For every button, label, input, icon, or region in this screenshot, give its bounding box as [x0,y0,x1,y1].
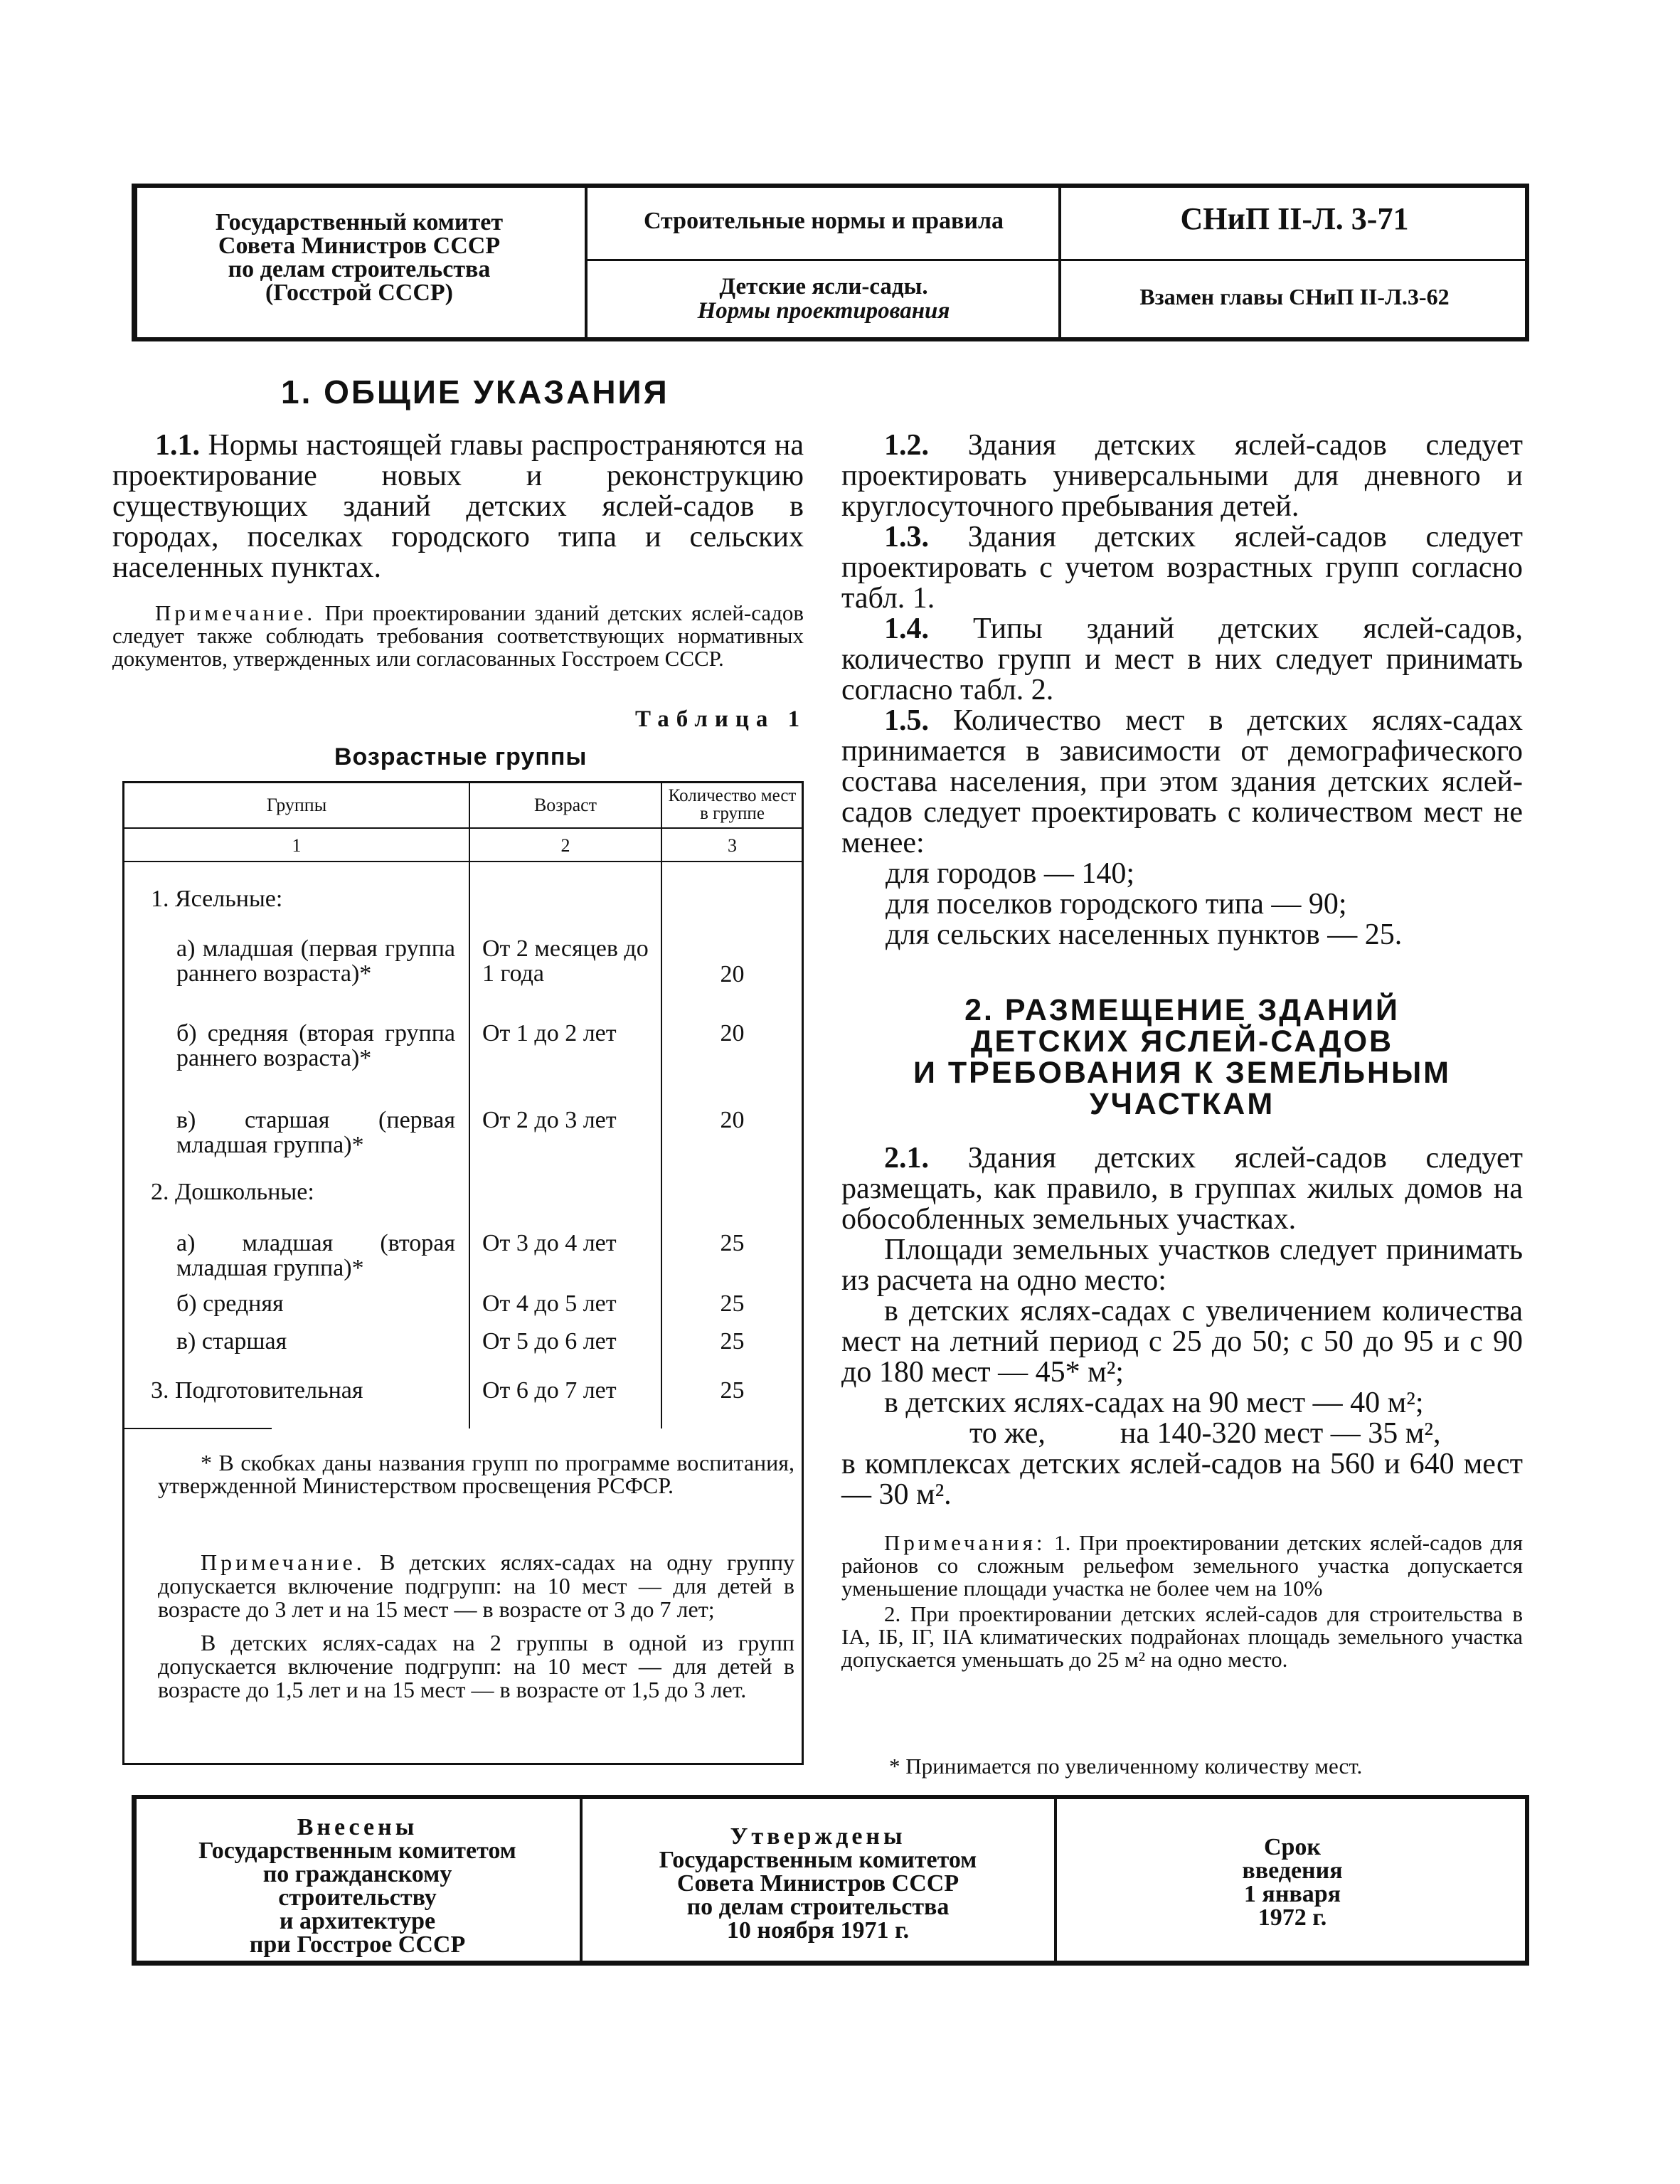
clause-number: 1.4. [884,613,929,645]
table-col-number: 1 [292,835,302,856]
table-row-group: 1. Ясельные: [151,886,283,912]
header-divider-2 [1058,188,1061,337]
right-column-section-2 [841,1143,1523,1510]
table-row-count: 20 [720,1107,745,1133]
approved-line: 10 ноября 1971 г. [726,1917,910,1944]
note-label: Примечание. [155,600,317,625]
clause-text: Количество мест в детских яслях-садах принимается в зависимости от демографического состава населения, при этом здания детских яслей-садов следует проектировать с количеством мест не менее: [841,704,1523,859]
header-row-divider [588,259,1525,261]
notes-label: Примечания: [884,1530,1046,1555]
clause-text: Нормы настоящей главы распространяются на проектирование новых и реконструкцию существующих зданий детских яслей-садов в городах, поселках городского типа и сельских населенных пунктах. [112,429,804,584]
table-right-rule [802,781,804,1764]
section-1-note [112,602,804,670]
effective-line: Срок [1263,1834,1322,1860]
table-row-count: 20 [720,1020,745,1046]
introduced-by [139,1815,576,1956]
section-2-heading-line: ДЕТСКИХ ЯСЛЕЙ-САДОВ [970,1024,1394,1059]
table-footnote [158,1451,794,1497]
list-item: для городов — 140; [886,857,1134,890]
table-header-age: Возраст [533,795,597,815]
table-note [158,1551,794,1702]
replaces-note: Взамен главы СНиП II-Л.3-62 [1139,284,1450,309]
introduced-line: и архитектуре [279,1908,436,1934]
table-bottom-rule [122,1763,804,1765]
introduced-line: Внесены [297,1814,418,1840]
table-col-number: 3 [728,835,737,856]
section-2-heading-line: 2. РАЗМЕЩЕНИЕ ЗДАНИЙ [964,993,1400,1027]
document-title-line: Нормы проектирования [697,298,950,324]
table-row-count: 25 [720,1328,745,1355]
introduced-line: Государственным комитетом [198,1838,516,1864]
list-item: для поселков городского типа — 90; [886,888,1347,921]
issuer-line: (Госстрой СССР) [265,280,453,306]
table-header-count: Количество мест в группе [668,786,797,823]
table-row-group: б) средняя (вторая группа раннего возраста)* [176,1020,455,1071]
table-title: Возрастные группы [334,743,588,770]
approved-line: Утверждены [730,1823,906,1850]
section-2-heading-line: УЧАСТКАМ [1089,1087,1275,1121]
document-code: СНиП II-Л. 3-71 [1180,201,1409,236]
note-text: В детских яслях-садах на 2 группы в одной из групп допускается включение подгрупп: на 10 мест — для детей в возрасте до 1,5 лет и на 15 мест — в возрасте от 1,5 до 3 лет. [158,1630,794,1702]
section-2-notes [841,1532,1523,1671]
note-label: Примечание. [201,1549,366,1575]
clause-text: Здания детских яслей-садов следует проектировать с учетом возрастных групп согласно табл. 1. [841,521,1523,615]
table-row-count: 20 [720,961,745,987]
clause-number: 1.2. [884,429,929,462]
approved-by [585,1825,1051,1942]
approved-line: Государственным комитетом [659,1847,977,1873]
note-text: При проектировании зданий детских яслей-садов следует также соблюдать требования соответствующих нормативных документов, утвержденных или согласованных Госстроем СССР. [112,600,804,671]
clause-text: Здания детских яслей-садов следует размещать, как правило, в группах жилых домов на обособленных земельных участках. [841,1142,1523,1236]
introduced-line: по гражданскому [262,1861,452,1887]
section-1-heading: 1. ОБЩИЕ УКАЗАНИЯ [281,373,669,410]
footer-divider-2 [1054,1799,1057,1961]
right-column-section-1 [841,430,1523,950]
note-text: В детских яслях-садах на одну группу допускается включение подгрупп: на 10 мест — для детей в возрасте до 3 лет и на 15 мест — в возрасте от 3 до 7 лет; [158,1549,794,1622]
table-row-count: 25 [720,1290,745,1317]
right-footnote: * Принимается по увеличенному количеству мест. [889,1754,1363,1779]
table-row-group: а) младшая (первая группа раннего возраста)* [176,935,455,987]
clause-text: в детских яслях-садах с увеличением количества мест на летний период с 25 до 50; с 50 до 95 и с 90 до 180 мест — 45* м²; [841,1295,1523,1389]
table-header-rule [122,827,804,829]
clause-number: 1.1. [155,429,200,462]
effective-date [1060,1835,1525,1929]
clause-text: в детских яслях-садах на 90 мест — 40 м²; [884,1387,1424,1419]
clause-number: 2.1. [884,1142,929,1175]
clause-number: 1.5. [884,704,929,737]
paragraph-1-1 [112,430,804,583]
effective-line: 1972 г. [1258,1904,1327,1931]
effective-line: 1 января [1243,1881,1341,1907]
table-header-groups: Группы [266,795,327,815]
introduced-line: строительству [278,1885,437,1911]
issuer [142,211,576,304]
document-title-line: Детские ясли-сады. [719,274,928,299]
table-col-divider-2 [661,781,662,1428]
table-footnote-text: * В скобках даны названия групп по программе воспитания, утвержденной Министерством просвещения РСФСР. [158,1450,794,1498]
list-item: для сельских населенных пунктов — 25. [886,918,1403,951]
table-left-rule [122,781,124,1764]
clause-text: в комплексах детских яслей-садов на 560 и 640 мест — 30 м². [841,1448,1523,1511]
table-row-group: в) старшая [176,1328,287,1355]
section-2-heading-line: И ТРЕБОВАНИЯ К ЗЕМЕЛЬНЫМ [913,1056,1451,1090]
introduced-line: при Госстрое СССР [249,1931,466,1958]
table-row-count: 25 [720,1230,745,1256]
table-row-group: б) средняя [176,1290,284,1317]
table-col-divider-1 [469,781,470,1428]
table-row-age: От 5 до 6 лет [482,1328,617,1355]
note-text: 1. При проектировании детских яслей-садов для районов со сложным рельефом земельного участка допускается уменьшение площади участка не более чем на 10% [841,1530,1524,1601]
table-row-group: а) младшая (вторая младшая группа)* [176,1230,455,1281]
clause-text: Типы зданий детских яслей-садов, количество групп и мест в них следует принимать согласно табл. 2. [841,613,1524,706]
table-row-age: От 2 до 3 лет [482,1107,617,1133]
note-text: 2. При проектировании детских яслей-садов для строительства в IA, IБ, IГ, IIA климатических подрайонах площадь земельного участка допускается уменьшать до 25 м² на одно место. [841,1601,1523,1672]
issuer-line: Государственный комитет [215,209,504,235]
document-title [590,275,1057,323]
table-row-age: От 1 до 2 лет [482,1020,617,1046]
table-row-age: От 4 до 5 лет [482,1290,617,1317]
table-row-group: 2. Дошкольные: [151,1179,314,1205]
clause-text: Площади земельных участков следует принимать из расчета на одно место: [841,1234,1523,1297]
approved-line: по делам строительства [686,1894,950,1920]
issuer-line: по делам строительства [228,256,491,282]
table-row-age: От 2 месяцев до 1 года [482,935,649,987]
clause-text: то же, на 140-320 мест — 35 м², [969,1417,1441,1450]
clause-text: Здания детских яслей-садов следует проектировать универсальными для дневного и круглосуточного пребывания детей. [841,429,1523,523]
effective-line: введения [1242,1857,1343,1884]
table-label: Таблица 1 [635,706,807,732]
table-row-count: 25 [720,1377,745,1404]
section-2-heading [841,995,1523,1120]
table-row-group: 3. Подготовительная [151,1377,363,1404]
issuer-line: Совета Министров СССР [218,233,501,259]
approved-line: Совета Министров СССР [676,1870,959,1897]
table-numbers-rule [122,861,804,862]
table-row-group: в) старшая (первая младшая группа)* [176,1107,455,1158]
footer-divider-1 [580,1799,583,1961]
table-row-age: От 3 до 4 лет [482,1230,617,1256]
footnote-rule [122,1428,272,1429]
series-title: Строительные нормы и правила [643,208,1004,234]
table-col-number: 2 [560,835,570,856]
header-divider-1 [585,188,588,337]
table-row-age: От 6 до 7 лет [482,1377,617,1404]
clause-number: 1.3. [884,521,929,553]
table-top-rule [122,781,804,783]
